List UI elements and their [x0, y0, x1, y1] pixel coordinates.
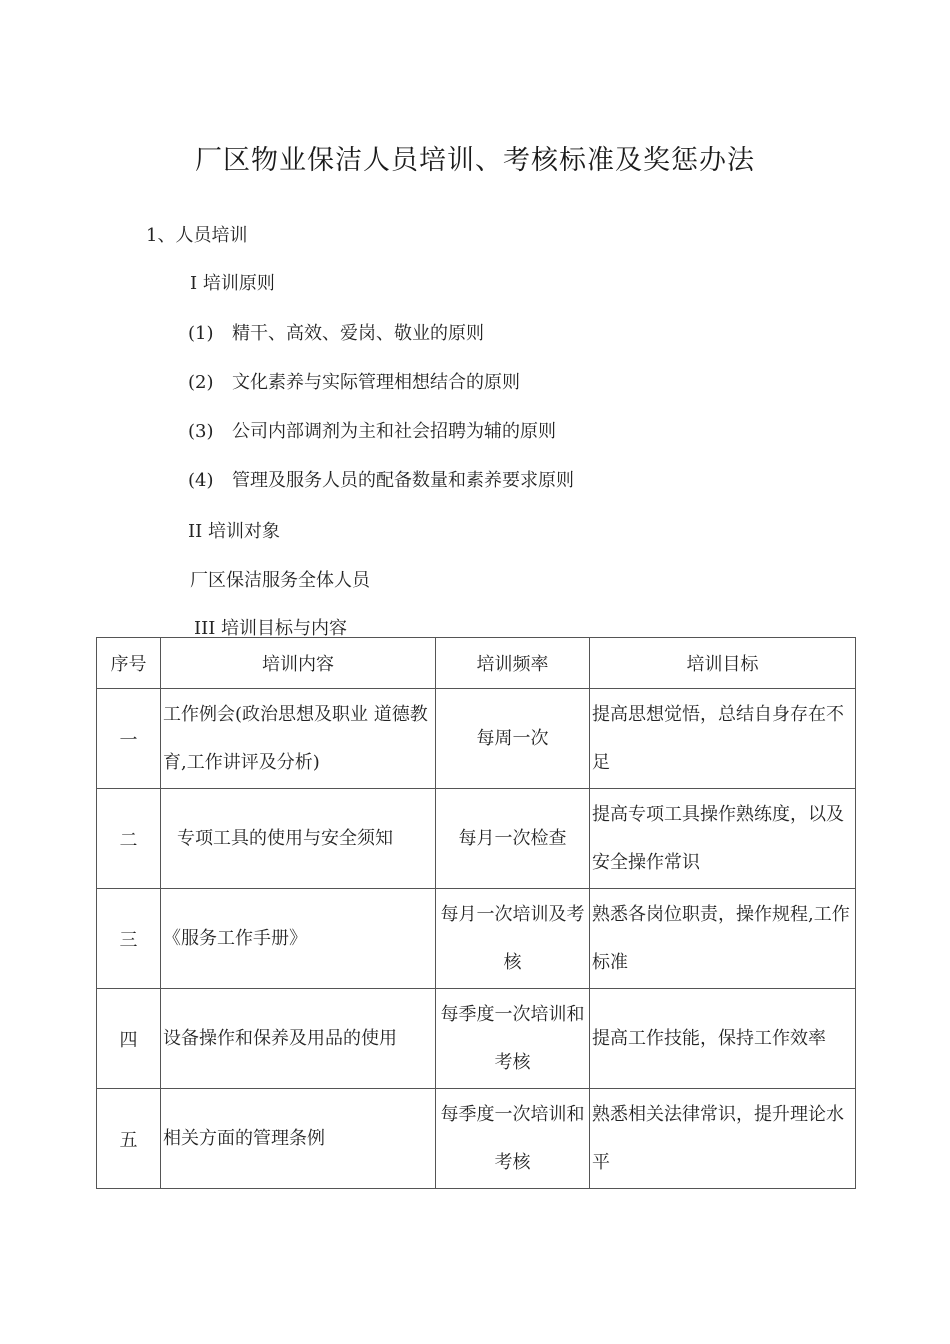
header-no: 序号 — [97, 638, 161, 689]
row-goal: 熟悉各岗位职责，操作规程,工作标准 — [590, 889, 856, 989]
row-number: 一 — [97, 689, 161, 789]
target-text: 厂区保洁服务全体人员 — [190, 570, 370, 591]
row-number: 四 — [97, 989, 161, 1089]
table-row — [97, 989, 856, 1089]
table-row — [97, 1089, 856, 1189]
principle-item — [188, 466, 574, 492]
row-goal: 熟悉相关法律常识，提升理论水平 — [590, 1089, 856, 1189]
row-frequency: 每季度一次培训和考核 — [436, 989, 590, 1089]
item-text: 精干、高效、爱岗、敬业的原则 — [232, 323, 484, 344]
row-content — [161, 789, 436, 889]
item-number: (1) — [188, 323, 214, 344]
goals-heading: III 培训目标与内容 — [194, 618, 348, 639]
item-number: (2) — [188, 372, 214, 393]
row-goal: 提高专项工具操作熟练度，以及安全操作常识 — [590, 789, 856, 889]
header-goal: 培训目标 — [590, 638, 856, 689]
item-text: 公司内部调剂为主和社会招聘为辅的原则 — [232, 421, 556, 442]
principle-item — [188, 319, 484, 345]
table-row — [97, 689, 856, 789]
principles-heading: I 培训原则 — [190, 273, 275, 294]
item-number: (3) — [188, 421, 214, 442]
item-text: 文化素养与实际管理相想结合的原则 — [232, 372, 520, 393]
row-goal: 提高工作技能，保持工作效率 — [590, 989, 856, 1089]
document-title: 厂区物业保洁人员培训、考核标准及奖惩办法 — [195, 145, 755, 176]
row-frequency: 每周一次 — [436, 689, 590, 789]
training-table — [96, 637, 856, 1189]
row-content: 《服务工作手册》 — [161, 889, 436, 989]
row-content: 设备操作和保养及用品的使用 — [161, 989, 436, 1089]
item-number: (4) — [188, 470, 214, 491]
row-goal: 提高思想觉悟，总结自身存在不足 — [590, 689, 856, 789]
header-content: 培训内容 — [161, 638, 436, 689]
row-frequency: 每月一次检查 — [436, 789, 590, 889]
table-header-row — [97, 638, 856, 689]
row-number: 五 — [97, 1089, 161, 1189]
table-row — [97, 789, 856, 889]
row-content: 相关方面的管理条例 — [161, 1089, 436, 1189]
row-content-text: 专项工具的使用与安全须知 — [177, 827, 393, 849]
principle-item — [188, 368, 520, 394]
item-text: 管理及服务人员的配备数量和素养要求原则 — [232, 470, 574, 491]
principle-item — [188, 417, 556, 443]
row-number: 二 — [97, 789, 161, 889]
target-heading: II 培训对象 — [188, 521, 280, 542]
row-content: 工作例会(政治思想及职业 道德教育,工作讲评及分析) — [161, 689, 436, 789]
row-frequency: 每季度一次培训和考核 — [436, 1089, 590, 1189]
row-frequency: 每月一次培训及考核 — [436, 889, 590, 989]
row-number: 三 — [97, 889, 161, 989]
table-row — [97, 889, 856, 989]
section-heading: 1、人员培训 — [146, 225, 248, 246]
header-frequency: 培训频率 — [436, 638, 590, 689]
